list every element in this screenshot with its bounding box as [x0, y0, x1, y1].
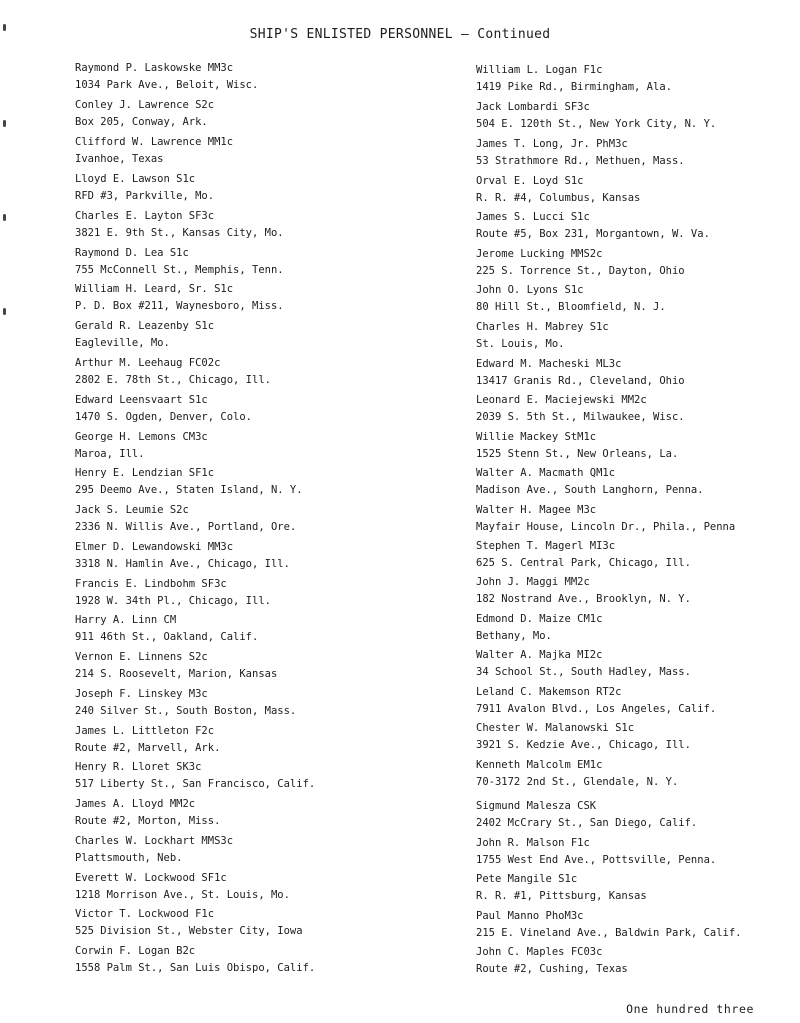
personnel-name: John C. Maples FC03c	[476, 946, 603, 958]
personnel-name: Charles H. Mabrey S1c	[476, 321, 609, 333]
personnel-entry	[75, 318, 214, 352]
personnel-entry	[75, 355, 271, 389]
page-number: One hundred three	[626, 1002, 754, 1016]
binder-hole-mark	[3, 24, 6, 31]
personnel-address: RFD #3, Parkville, Mo.	[75, 190, 215, 202]
personnel-address: 1419 Pike Rd., Birmingham, Ala.	[476, 81, 672, 93]
personnel-entry	[75, 97, 214, 131]
personnel-entry	[476, 99, 716, 133]
personnel-address: 755 McConnell St., Memphis, Tenn.	[75, 264, 284, 276]
personnel-address: 517 Liberty St., San Francisco, Calif.	[75, 778, 316, 790]
personnel-name: Willie Mackey StM1c	[476, 431, 597, 443]
personnel-address: R. R. #4, Columbus, Kansas	[476, 192, 641, 204]
personnel-entry	[75, 906, 303, 940]
personnel-entry	[75, 796, 220, 830]
binder-hole-mark	[3, 308, 6, 315]
personnel-address: Route #5, Box 231, Morgantown, W. Va.	[476, 228, 710, 240]
personnel-address: 911 46th St., Oakland, Calif.	[75, 631, 259, 643]
personnel-address: Mayfair House, Lincoln Dr., Phila., Penna	[476, 521, 736, 533]
personnel-name: Walter A. Majka MI2c	[476, 649, 603, 661]
personnel-name: James T. Long, Jr. PhM3c	[476, 138, 628, 150]
personnel-address: Bethany, Mo.	[476, 630, 552, 642]
personnel-name: John O. Lyons S1c	[476, 284, 584, 296]
personnel-name: John R. Malson F1c	[476, 837, 590, 849]
personnel-entry	[476, 647, 691, 681]
personnel-name: James S. Lucci S1c	[476, 211, 590, 223]
personnel-name: James A. Lloyd MM2c	[75, 798, 196, 810]
personnel-entry	[75, 245, 284, 279]
personnel-entry	[75, 833, 233, 867]
personnel-entry	[75, 576, 271, 610]
personnel-entry	[476, 798, 697, 832]
personnel-address: Box 205, Conway, Ark.	[75, 116, 208, 128]
personnel-entry	[476, 538, 691, 572]
personnel-address: Route #2, Marvell, Ark.	[75, 742, 221, 754]
personnel-address: 182 Nostrand Ave., Brooklyn, N. Y.	[476, 593, 691, 605]
personnel-name: Lloyd E. Lawson S1c	[75, 173, 196, 185]
personnel-address: 2336 N. Willis Ave., Portland, Ore.	[75, 521, 297, 533]
personnel-entry	[75, 465, 303, 499]
personnel-name: Jerome Lucking MMS2c	[476, 248, 603, 260]
personnel-entry	[476, 944, 628, 978]
personnel-address: 525 Division St., Webster City, Iowa	[75, 925, 303, 937]
personnel-name: James L. Littleton F2c	[75, 725, 215, 737]
personnel-name: Victor T. Lockwood F1c	[75, 908, 215, 920]
personnel-address: P. D. Box #211, Waynesboro, Miss.	[75, 300, 284, 312]
personnel-entry	[75, 429, 208, 463]
personnel-name: Chester W. Malanowski S1c	[476, 722, 635, 734]
personnel-entry	[75, 134, 233, 168]
personnel-entry	[476, 136, 685, 170]
personnel-entry	[476, 502, 735, 536]
personnel-address: 3318 N. Hamlin Ave., Chicago, Ill.	[75, 558, 290, 570]
personnel-name: Jack S. Leumie S2c	[75, 504, 189, 516]
personnel-name: Raymond D. Lea S1c	[75, 247, 189, 259]
personnel-address: 1470 S. Ogden, Denver, Colo.	[75, 411, 253, 423]
personnel-name: Henry R. Lloret SK3c	[75, 761, 202, 773]
personnel-address: 34 School St., South Hadley, Mass.	[476, 666, 691, 678]
personnel-name: Harry A. Linn CM	[75, 614, 177, 626]
personnel-name: Jack Lombardi SF3c	[476, 101, 590, 113]
personnel-address: 625 S. Central Park, Chicago, Ill.	[476, 557, 691, 569]
personnel-address: 215 E. Vineland Ave., Baldwin Park, Calif.	[476, 927, 742, 939]
personnel-name: Vernon E. Linnens S2c	[75, 651, 208, 663]
personnel-address: 295 Deemo Ave., Staten Island, N. Y.	[75, 484, 303, 496]
personnel-name: Leonard E. Maciejewski MM2c	[476, 394, 647, 406]
personnel-entry	[75, 686, 296, 720]
personnel-entry	[75, 539, 290, 573]
personnel-address: Plattsmouth, Neb.	[75, 852, 183, 864]
personnel-entry	[476, 908, 742, 942]
personnel-address: 1034 Park Ave., Beloit, Wisc.	[75, 79, 259, 91]
personnel-address: 225 S. Torrence St., Dayton, Ohio	[476, 265, 685, 277]
personnel-name: Stephen T. Magerl MI3c	[476, 540, 616, 552]
personnel-entry	[476, 611, 602, 645]
personnel-name: Charles W. Lockhart MMS3c	[75, 835, 234, 847]
personnel-name: Arthur M. Leehaug FC02c	[75, 357, 221, 369]
personnel-name: William L. Logan F1c	[476, 64, 603, 76]
personnel-address: St. Louis, Mo.	[476, 338, 565, 350]
binder-hole-mark	[3, 120, 6, 127]
personnel-name: Walter A. Macmath QM1c	[476, 467, 616, 479]
personnel-address: 13417 Granis Rd., Cleveland, Ohio	[476, 375, 685, 387]
personnel-address: 2802 E. 78th St., Chicago, Ill.	[75, 374, 271, 386]
personnel-entry	[75, 208, 284, 242]
personnel-entry	[476, 835, 716, 869]
personnel-entry	[476, 871, 647, 905]
personnel-address: 80 Hill St., Bloomfield, N. J.	[476, 301, 666, 313]
personnel-name: George H. Lemons CM3c	[75, 431, 208, 443]
personnel-entry	[75, 943, 315, 977]
personnel-name: Everett W. Lockwood SF1c	[75, 872, 227, 884]
personnel-address: 1558 Palm St., San Luis Obispo, Calif.	[75, 962, 316, 974]
personnel-name: Francis E. Lindbohm SF3c	[75, 578, 227, 590]
personnel-entry	[75, 171, 214, 205]
personnel-entry	[75, 612, 258, 646]
personnel-name: Edmond D. Maize CM1c	[476, 613, 603, 625]
personnel-name: Charles E. Layton SF3c	[75, 210, 215, 222]
personnel-address: 1525 Stenn St., New Orleans, La.	[476, 448, 679, 460]
personnel-name: John J. Maggi MM2c	[476, 576, 590, 588]
personnel-entry	[476, 392, 685, 426]
personnel-name: William H. Leard, Sr. S1c	[75, 283, 234, 295]
personnel-name: Corwin F. Logan B2c	[75, 945, 196, 957]
personnel-name: Gerald R. Leazenby S1c	[75, 320, 215, 332]
personnel-entry	[476, 429, 678, 463]
personnel-name: Henry E. Lendzian SF1c	[75, 467, 215, 479]
personnel-entry	[476, 319, 609, 353]
personnel-name: Sigmund Malesza CSK	[476, 800, 597, 812]
personnel-name: Orval E. Loyd S1c	[476, 175, 584, 187]
personnel-address: Ivanhoe, Texas	[75, 153, 164, 165]
personnel-address: 2402 McCrary St., San Diego, Calif.	[476, 817, 698, 829]
personnel-entry	[476, 684, 716, 718]
personnel-entry	[75, 60, 258, 94]
personnel-address: Route #2, Morton, Miss.	[75, 815, 221, 827]
personnel-entry	[476, 757, 678, 791]
personnel-address: 3921 S. Kedzie Ave., Chicago, Ill.	[476, 739, 691, 751]
personnel-entry	[75, 392, 252, 426]
personnel-entry	[476, 720, 691, 754]
personnel-address: 1755 West End Ave., Pottsville, Penna.	[476, 854, 717, 866]
personnel-address: 1928 W. 34th Pl., Chicago, Ill.	[75, 595, 271, 607]
personnel-address: Madison Ave., South Langhorn, Penna.	[476, 484, 704, 496]
personnel-address: Eagleville, Mo.	[75, 337, 170, 349]
page-title: SHIP'S ENLISTED PERSONNEL — Continued	[249, 27, 551, 42]
personnel-name: Paul Manno PhoM3c	[476, 910, 584, 922]
personnel-entry	[75, 759, 315, 793]
personnel-entry	[476, 62, 672, 96]
personnel-address: 240 Silver St., South Boston, Mass.	[75, 705, 297, 717]
personnel-address: 504 E. 120th St., New York City, N. Y.	[476, 118, 717, 130]
personnel-address: 53 Strathmore Rd., Methuen, Mass.	[476, 155, 685, 167]
personnel-name: Kenneth Malcolm EM1c	[476, 759, 603, 771]
personnel-entry	[476, 173, 640, 207]
personnel-name: Conley J. Lawrence S2c	[75, 99, 215, 111]
personnel-entry	[75, 723, 220, 757]
personnel-entry	[476, 356, 685, 390]
personnel-entry	[476, 282, 666, 316]
personnel-entry	[75, 870, 290, 904]
personnel-entry	[75, 281, 284, 315]
personnel-name: Elmer D. Lewandowski MM3c	[75, 541, 234, 553]
personnel-name: Pete Mangile S1c	[476, 873, 578, 885]
personnel-address: Maroa, Ill.	[75, 448, 145, 460]
personnel-address: 3821 E. 9th St., Kansas City, Mo.	[75, 227, 284, 239]
personnel-name: Clifford W. Lawrence MM1c	[75, 136, 234, 148]
personnel-address: 2039 S. 5th St., Milwaukee, Wisc.	[476, 411, 685, 423]
personnel-address: 214 S. Roosevelt, Marion, Kansas	[75, 668, 278, 680]
personnel-entry	[75, 502, 296, 536]
personnel-address: 7911 Avalon Blvd., Los Angeles, Calif.	[476, 703, 717, 715]
personnel-entry	[476, 209, 710, 243]
personnel-address: 70-3172 2nd St., Glendale, N. Y.	[476, 776, 679, 788]
personnel-address: Route #2, Cushing, Texas	[476, 963, 628, 975]
personnel-name: Edward M. Macheski ML3c	[476, 358, 622, 370]
personnel-entry	[476, 574, 691, 608]
personnel-entry	[75, 649, 277, 683]
personnel-name: Edward Leensvaart S1c	[75, 394, 208, 406]
binder-hole-mark	[3, 214, 6, 221]
personnel-name: Joseph F. Linskey M3c	[75, 688, 208, 700]
personnel-name: Raymond P. Laskowske MM3c	[75, 62, 234, 74]
personnel-entry	[476, 465, 704, 499]
personnel-address: 1218 Morrison Ave., St. Louis, Mo.	[75, 889, 290, 901]
personnel-entry	[476, 246, 685, 280]
personnel-name: Leland C. Makemson RT2c	[476, 686, 622, 698]
personnel-name: Walter H. Magee M3c	[476, 504, 597, 516]
personnel-address: R. R. #1, Pittsburg, Kansas	[476, 890, 647, 902]
